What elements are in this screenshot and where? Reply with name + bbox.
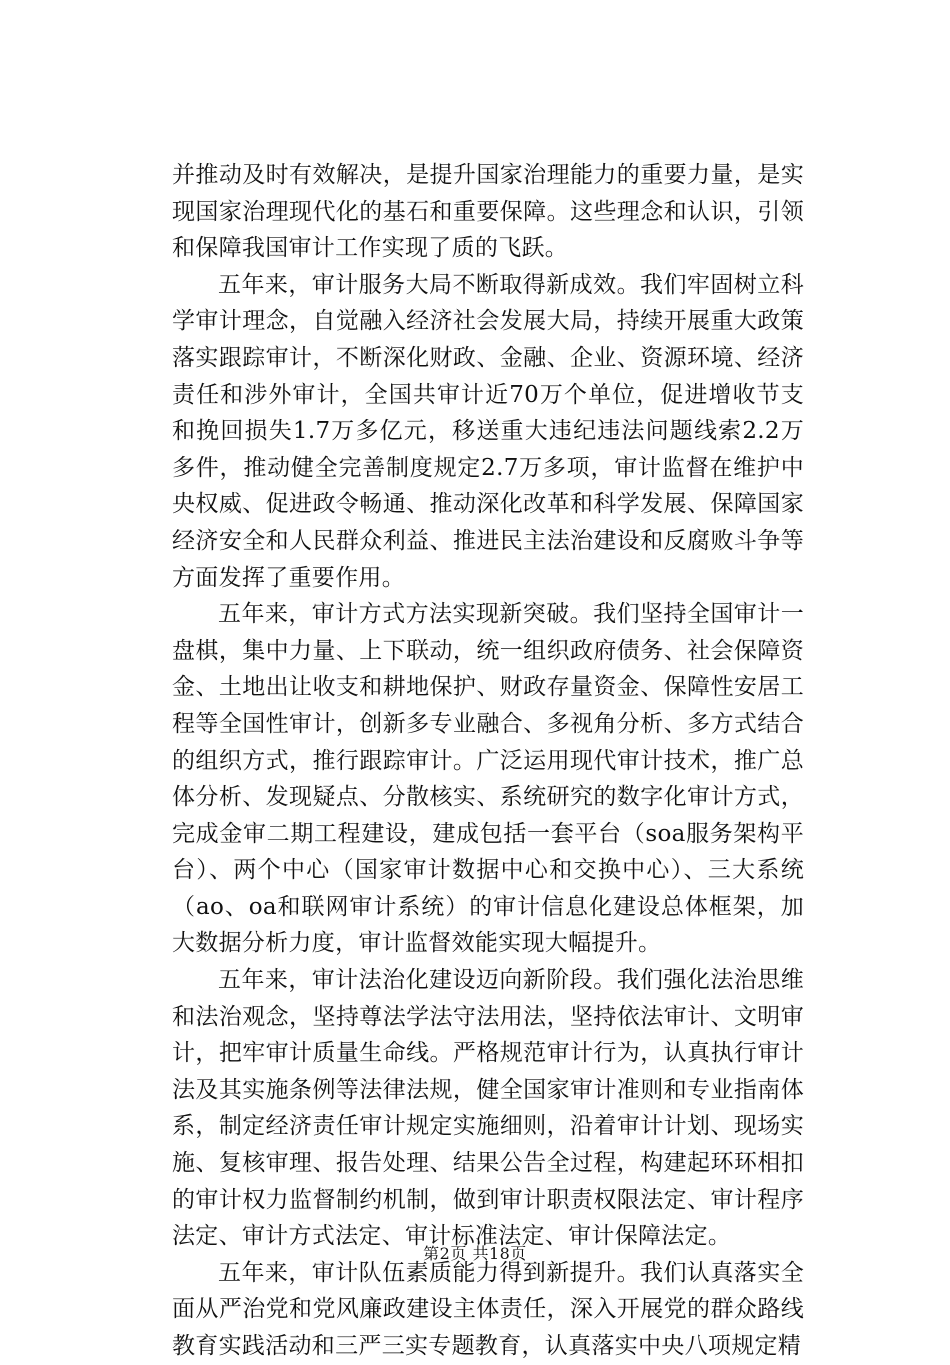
paragraph-rule-of-law: 五年来，审计法治化建设迈向新阶段。我们强化法治思维和法治观念，坚持尊法学法守法用法，坚持依法审计、文明审计，把牢审计质量生命线。严格规范审计行为，认真执行审计法及其实施条例等法律法规，健全国家审计准则和专业指南体系，制定经济责任审计规定实施细则，沿着审计计划、现场实施、复核审理、报告处理、结果公告全过程，构建起环环相扣的审计权力监督制约机制，做到审计职责权限法定、审计程序法定、审计方式法定、审计标准法定、审计保障法定。 bbox=[172, 967, 804, 1250]
body-text bbox=[172, 157, 804, 1365]
page-footer: 第2页 共18页 bbox=[423, 1244, 527, 1263]
paragraph-continuation: 并推动及时有效解决，是提升国家治理能力的重要力量，是实现国家治理现代化的基石和重要保障。这些理念和认识，引领和保障我国审计工作实现了质的飞跃。 bbox=[172, 162, 804, 262]
paragraph-audit-methods: 五年来，审计方式方法实现新突破。我们坚持全国审计一盘棋，集中力量、上下联动，统一组织政府债务、社会保障资金、土地出让收支和耕地保护、财政存量资金、保障性安居工程等全国性审计，创新多专业融合、多视角分析、多方式结合的组织方式，推行跟踪审计。广泛运用现代审计技术，推广总体分析、发现疑点、分散核实、系统研究的数字化审计方式，完成金审二期工程建设，建成包括一套平台（soa服务架构平台）、两个中心（国家审计数据中心和交换中心）、三大系统（ao、oa和联网审计系统）的审计信息化建设总体框架，加大数据分析力度，审计监督效能实现大幅提升。 bbox=[172, 601, 804, 957]
paragraph-team-capability: 五年来，审计队伍素质能力得到新提升。我们认真落实全面从严治党和党风廉政建设主体责任，深入开展党的群众路线教育实践活动和三严三实专题教育，认真落实中央八项规定精 bbox=[172, 1259, 804, 1359]
paragraph-service-overall: 五年来，审计服务大局不断取得新成效。我们牢固树立科学审计理念，自觉融入经济社会发展大局，持续开展重大政策落实跟踪审计，不断深化财政、金融、企业、资源环境、经济责任和涉外审计，全国共审计近70万个单位，促进增收节支和挽回损失1.7万多亿元，移送重大违纪违法问题线索2.2万多件，推动健全完善制度规定2.7万多项，审计监督在维护中央权威、促进政令畅通、推动深化改革和科学发展、保障国家经济安全和人民群众利益、推进民主法治建设和反腐败斗争等方面发挥了重要作用。 bbox=[172, 271, 804, 591]
